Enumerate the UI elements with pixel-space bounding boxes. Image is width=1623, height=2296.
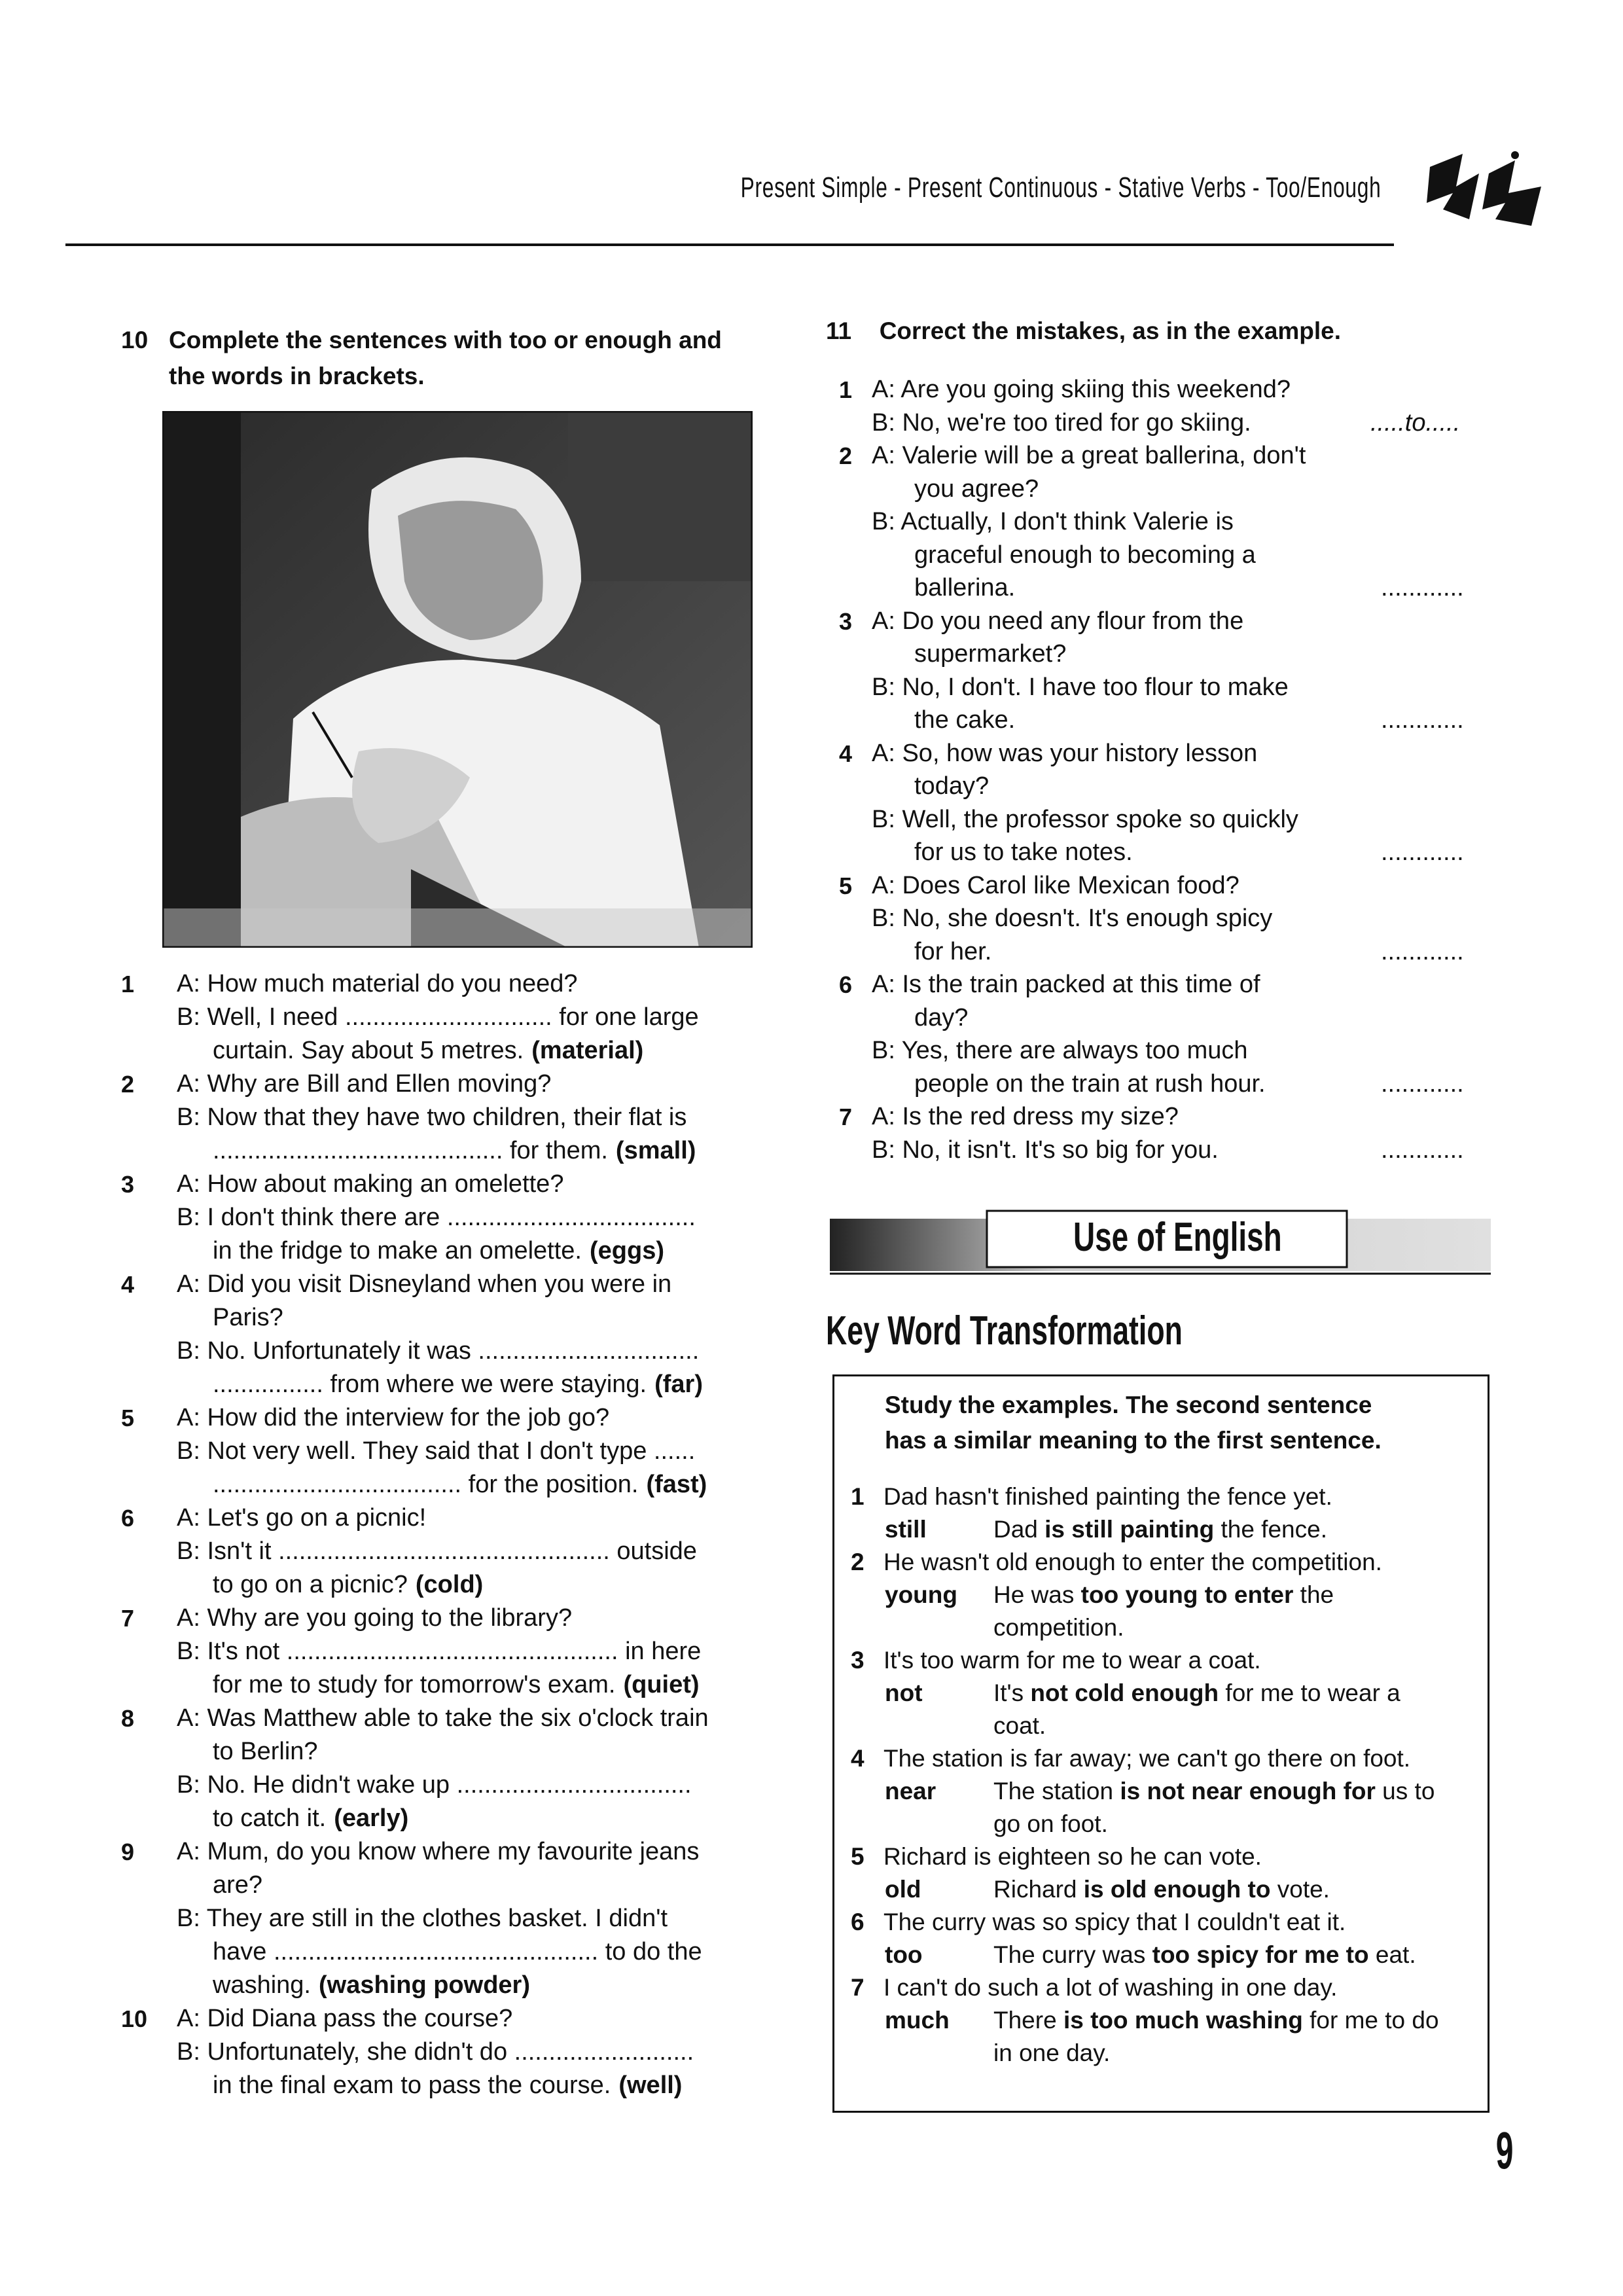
photo-woman-sewing	[162, 411, 753, 948]
kwt-number: 4	[851, 1745, 865, 1772]
ex10-item-number: 3	[121, 1171, 135, 1198]
running-header: Present Simple - Present Continuous - Stative Verbs - Too/Enough	[740, 171, 1381, 204]
ex10-item-number: 7	[121, 1605, 135, 1632]
kwt-number: 5	[851, 1843, 865, 1870]
ex11-item-number: 4	[839, 740, 853, 767]
ex10-line: A: Why are you going to the library?	[177, 1604, 573, 1632]
ex10-line: in the fridge to make an omelette. (eggs)	[213, 1237, 664, 1265]
ex11-item-number: 6	[839, 971, 853, 998]
ex11-line: supermarket?	[914, 640, 1067, 668]
ex10-instruction-line1: Complete the sentences with too or enough and	[169, 327, 722, 353]
ex10-hint: (quiet)	[623, 1671, 700, 1698]
ex10-item-number: 6	[121, 1505, 135, 1532]
ex10-hint: (far)	[654, 1371, 703, 1398]
ex10-line: are?	[213, 1871, 263, 1899]
ex10-line: B: No. Unfortunately it was ................................	[177, 1337, 700, 1365]
kwt-answer-bold: too spicy for me to	[1152, 1941, 1369, 1968]
kwt-text: It's	[993, 1679, 1031, 1706]
ex11-line: A: Valerie will be a great ballerina, don't	[872, 442, 1306, 469]
ex11-line: A: Is the red dress my size?	[872, 1103, 1179, 1130]
ex10-line: A: Let's go on a picnic!	[177, 1504, 427, 1532]
ex11-line: ballerina.	[914, 574, 1016, 601]
ex10-item-number: 1	[121, 971, 135, 997]
ex11-line: you agree?	[914, 475, 1039, 503]
ex11-line: day?	[914, 1003, 969, 1031]
ex10-instruction	[169, 322, 722, 394]
ex10-items	[121, 967, 776, 2106]
ex10-line: B: I don't think there are ....................................	[177, 1204, 696, 1231]
kwt-sentence: I can't do such a lot of washing in one day.	[883, 1974, 1338, 2001]
ex11-answer-blank: ............	[1381, 937, 1464, 965]
kwt-answer-bold: too young to enter	[1080, 1581, 1294, 1608]
kwt-number: 2	[851, 1549, 865, 1575]
ex10-line: A: How did the interview for the job go?	[177, 1404, 610, 1431]
ex10-line: A: Why are Bill and Ellen moving?	[177, 1070, 552, 1098]
ex11-answer-blank: ............	[1381, 706, 1464, 734]
ex10-line: B: Well, I need .............................. for one large	[177, 1003, 699, 1031]
ex11-item-number: 3	[839, 607, 853, 635]
kwt-transformed-cont	[993, 1808, 1108, 1840]
ex10-line: .......................................... for them. (small)	[213, 1137, 696, 1164]
ex11-line: B: No, she doesn't. It's enough spicy	[872, 905, 1273, 932]
kwt-key-word: still	[885, 1516, 927, 1543]
ex10-line: B: They are still in the clothes basket. I didn't	[177, 1905, 668, 1932]
kwt-answer-bold: is not near enough for	[1120, 1778, 1376, 1804]
kwt-transformed	[993, 2004, 1439, 2037]
kwt-transformed	[993, 1775, 1435, 1808]
ex10-hint: (early)	[334, 1804, 409, 1832]
ex10-hint: (material)	[531, 1037, 644, 1064]
ex11-title	[826, 313, 1341, 349]
ex11-line: graceful enough to becoming a	[914, 541, 1256, 569]
ex10-line: have ............................................... to do the	[213, 1938, 702, 1965]
ex10-hint: (small)	[615, 1137, 696, 1164]
header-rule	[65, 243, 1394, 246]
kwt-text: He was	[993, 1581, 1081, 1608]
ex10-line: in the final exam to pass the course. (well)	[213, 2072, 683, 2099]
ex10-item-number: 4	[121, 1271, 135, 1298]
ex10-hint: (fast)	[646, 1471, 707, 1498]
ex10-hint: (cold)	[415, 1571, 484, 1598]
ex10-line: Paris?	[213, 1304, 283, 1331]
ex11-number: 11	[826, 317, 852, 344]
kwt-transformed	[993, 1513, 1327, 1546]
ex11-line: people on the train at rush hour.	[914, 1069, 1266, 1098]
ex10-line: washing. (washing powder)	[213, 1971, 530, 1999]
ex10-title	[121, 322, 148, 358]
ex10-hint: (well)	[618, 2072, 683, 2099]
kwt-transformed-cont	[993, 1611, 1124, 1644]
ex11-line: B: Yes, there are always too much	[872, 1037, 1248, 1064]
ex11-answer-blank: ............	[1381, 1136, 1464, 1164]
kwt-number: 6	[851, 1909, 865, 1935]
kwt-transformed	[993, 1873, 1330, 1906]
ex10-instruction-line2: the words in brackets.	[169, 363, 425, 389]
kwt-text: for me to wear a	[1219, 1679, 1400, 1706]
ex11-answer-blank: ............	[1381, 574, 1464, 601]
kwt-answer-bold: is old enough to	[1083, 1876, 1271, 1903]
page-number: 9	[1495, 2121, 1513, 2179]
kwt-examples	[844, 1480, 1486, 2109]
ex11-example-answer: .....to.....	[1370, 408, 1461, 437]
ex11-line: B: No, we're too tired for go skiing.	[872, 408, 1251, 437]
ex10-item-number: 8	[121, 1705, 135, 1732]
ex10-hint: (eggs)	[590, 1237, 664, 1265]
ex10-line: to catch it. (early)	[213, 1804, 409, 1832]
kwt-transformed	[993, 1579, 1334, 1611]
ex11-line: A: So, how was your history lesson	[872, 739, 1258, 767]
ex10-line: B: Not very well. They said that I don't type ......	[177, 1437, 696, 1465]
ex11-item-number: 5	[839, 872, 853, 899]
examples-intro-line2: has a similar meaning to the first sentence.	[885, 1427, 1382, 1454]
ex10-line: B: No. He didn't wake up ..................................	[177, 1771, 692, 1799]
ex11-line: B: Actually, I don't think Valerie is	[872, 508, 1234, 535]
kwt-number: 1	[851, 1483, 865, 1510]
kwt-text: for me to do	[1302, 2007, 1439, 2034]
ex11-line: for her.	[914, 937, 992, 965]
ex10-line: A: Mum, do you know where my favourite jeans	[177, 1838, 700, 1865]
kwt-transformed-cont	[993, 2037, 1110, 2070]
ex10-line: B: Isn't it ................................................ outside	[177, 1537, 697, 1565]
kwt-key-word: not	[885, 1679, 923, 1706]
ex10-line: A: Did you visit Disneyland when you were in	[177, 1270, 672, 1298]
ex11-line: today?	[914, 772, 990, 800]
kwt-answer-bold: not cold enough	[1030, 1679, 1219, 1706]
kwt-answer-bold: is too much washing	[1063, 2007, 1303, 2034]
kwt-sentence: Dad hasn't finished painting the fence yet.	[883, 1483, 1332, 1510]
ex10-line: curtain. Say about 5 metres. (material)	[213, 1037, 644, 1064]
ex11-line: B: No, it isn't. It's so big for you.	[872, 1136, 1219, 1164]
kwt-key-word: much	[885, 2007, 950, 2034]
ex10-line: A: How much material do you need?	[177, 970, 578, 997]
ex11-line: B: Well, the professor spoke so quickly	[872, 805, 1298, 833]
ex11-line: A: Is the train packed at this time of	[872, 971, 1260, 998]
kwt-key-word: young	[885, 1581, 957, 1608]
ex10-line: to Berlin?	[213, 1738, 318, 1765]
kwt-text: the fence.	[1214, 1516, 1327, 1543]
ex11-item-number: 2	[839, 442, 853, 469]
kwt-text: The station	[993, 1778, 1120, 1804]
examples-intro	[885, 1388, 1382, 1458]
kwt-text: Richard	[993, 1876, 1084, 1903]
kwt-sentence: He wasn't old enough to enter the competition.	[883, 1549, 1382, 1575]
ex11-instruction: Correct the mistakes, as in the example.	[879, 317, 1342, 344]
ex11-line: A: Are you going skiing this weekend?	[872, 376, 1291, 403]
ex10-item-number: 9	[121, 1839, 135, 1865]
use-of-english-label: Use of English	[1073, 1215, 1282, 1260]
ex11-line: for us to take notes.	[914, 838, 1133, 866]
ex11-line: the cake.	[914, 706, 1016, 734]
ex11-item-number: 1	[839, 376, 853, 403]
kwt-sentence: The station is far away; we can't go there on foot.	[883, 1745, 1411, 1772]
kwt-text: the	[1293, 1581, 1334, 1608]
ex11-line: B: No, I don't. I have too flour to make	[872, 673, 1289, 701]
kwt-sentence: Richard is eighteen so he can vote.	[883, 1843, 1262, 1870]
ex11-answer-blank: ............	[1381, 1069, 1464, 1098]
kwt-sentence: It's too warm for me to wear a coat.	[883, 1647, 1261, 1674]
kwt-text: competition.	[993, 1614, 1124, 1641]
kwt-text: eat.	[1368, 1941, 1416, 1968]
ex10-item-number: 2	[121, 1071, 135, 1098]
kwt-key-word: near	[885, 1778, 936, 1804]
kwt-text: vote.	[1270, 1876, 1330, 1903]
kwt-key-word: too	[885, 1941, 923, 1968]
publisher-logo-icon	[1417, 147, 1548, 239]
key-word-transformation-title: Key Word Transformation	[826, 1308, 1183, 1354]
kwt-text: us to	[1375, 1778, 1435, 1804]
ex11-item-number: 7	[839, 1103, 853, 1130]
kwt-text: in one day.	[993, 2039, 1111, 2066]
kwt-transformed-cont	[993, 1710, 1046, 1742]
ex10-line: for me to study for tomorrow's exam. (quiet)	[213, 1671, 700, 1698]
examples-intro-line1: Study the examples. The second sentence	[885, 1391, 1372, 1418]
ex10-number: 10	[121, 327, 149, 353]
kwt-transformed	[993, 1939, 1416, 1971]
ex10-item-number: 5	[121, 1405, 135, 1431]
kwt-key-word: old	[885, 1876, 921, 1903]
kwt-number: 3	[851, 1647, 865, 1674]
ex10-line: B: Now that they have two children, their flat is	[177, 1103, 687, 1131]
ex10-line: A: Did Diana pass the course?	[177, 2005, 513, 2032]
ex10-line: to go on a picnic? (cold)	[213, 1571, 484, 1598]
ex11-line: A: Do you need any flour from the	[872, 607, 1244, 635]
ex10-line: .................................... for the position. (fast)	[213, 1471, 707, 1498]
ex10-item-number: 10	[121, 2005, 148, 2032]
ex10-line: B: It's not ................................................ in here	[177, 1638, 702, 1665]
ex10-line: A: How about making an omelette?	[177, 1170, 564, 1198]
ex11-items	[826, 373, 1493, 1185]
kwt-number: 7	[851, 1974, 865, 2001]
kwt-text: Dad	[993, 1516, 1045, 1543]
kwt-text: The curry was	[993, 1941, 1152, 1968]
kwt-text: There	[993, 2007, 1063, 2034]
ex10-line: B: Unfortunately, she didn't do ..........................	[177, 2038, 694, 2066]
ex11-line: A: Does Carol like Mexican food?	[872, 871, 1240, 899]
kwt-answer-bold: is still painting	[1044, 1516, 1215, 1543]
ex11-answer-blank: ............	[1381, 838, 1464, 866]
kwt-text: go on foot.	[993, 1810, 1108, 1837]
ex10-line: ................ from where we were staying. (far)	[213, 1371, 703, 1398]
kwt-transformed	[993, 1677, 1400, 1710]
ex10-hint: (washing powder)	[318, 1971, 530, 1999]
kwt-sentence: The curry was so spicy that I couldn't eat it.	[883, 1909, 1346, 1935]
ex10-line: A: Was Matthew able to take the six o'clock train	[177, 1704, 709, 1732]
kwt-text: coat.	[993, 1712, 1046, 1739]
